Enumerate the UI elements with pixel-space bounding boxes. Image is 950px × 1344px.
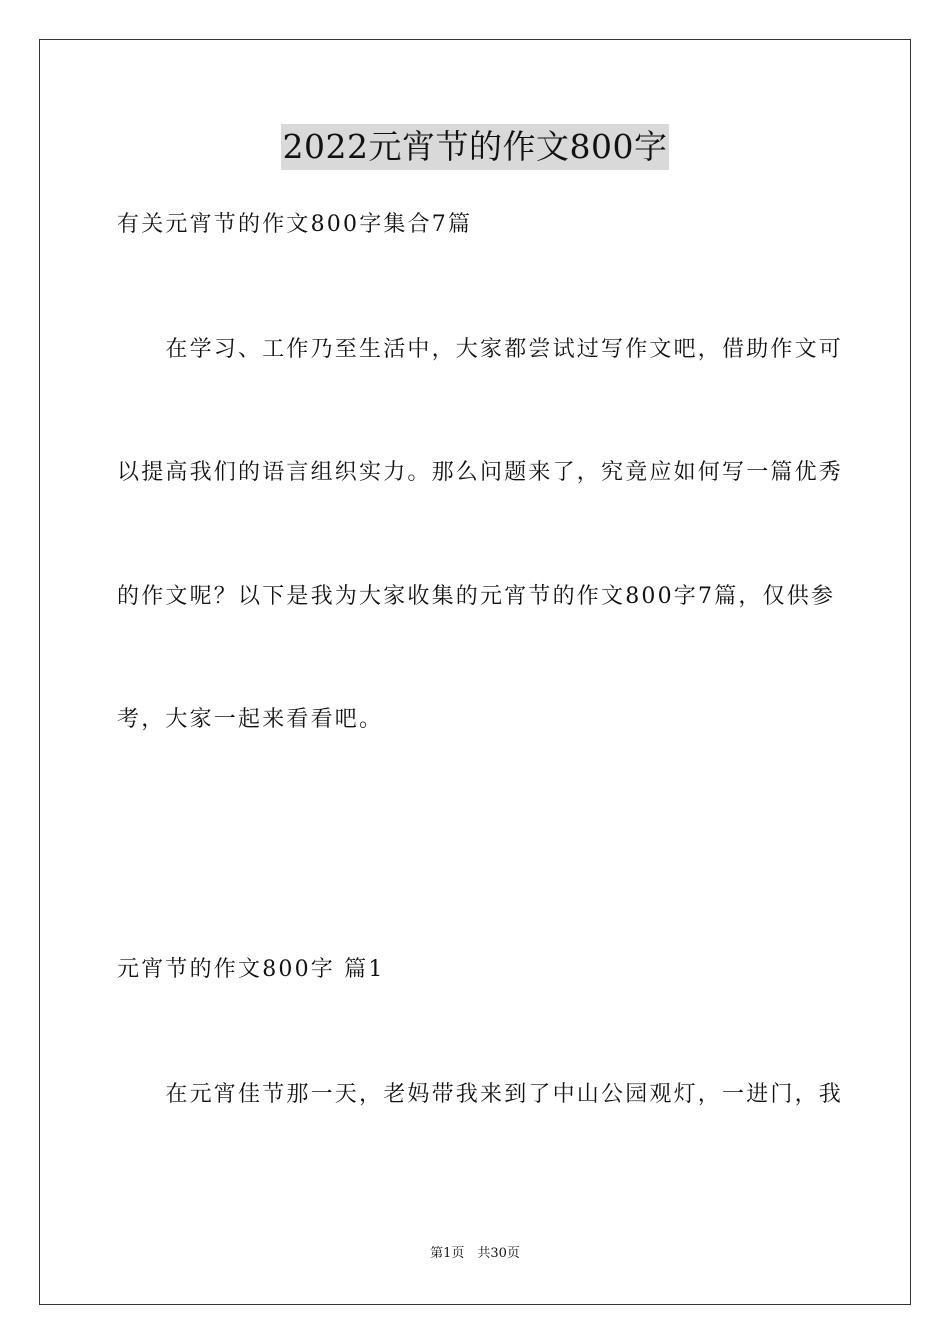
document-title: 2022元宵节的作文800字 — [281, 124, 670, 170]
subtitle: 有关元宵节的作文800字集合7篇 — [117, 212, 473, 237]
body-line-1: 在元宵佳节那一天，老妈带我来到了中山公园观灯，一进门，我 — [117, 1082, 844, 1107]
intro-line-4: 考，大家一起来看看吧。 — [117, 707, 384, 732]
intro-line-1: 在学习、工作乃至生活中，大家都尝试过写作文吧，借助作文可 — [117, 337, 844, 362]
page-footer: 第1页 共30页 — [430, 1246, 520, 1261]
title-container — [0, 124, 950, 170]
intro-line-3: 的作文呢？以下是我为大家收集的元宵节的作文800字7篇，仅供参 — [117, 584, 836, 609]
section-heading: 元宵节的作文800字 篇1 — [117, 957, 385, 982]
intro-line-2: 以提高我们的语言组织实力。那么问题来了，究竟应如何写一篇优秀 — [117, 460, 844, 485]
